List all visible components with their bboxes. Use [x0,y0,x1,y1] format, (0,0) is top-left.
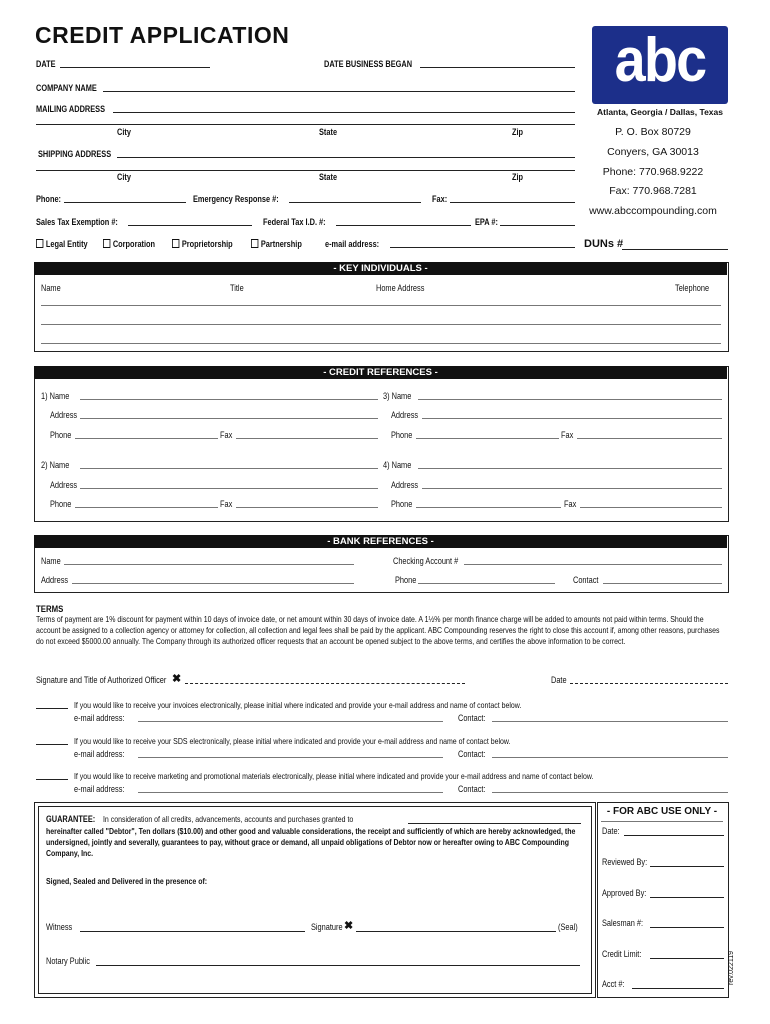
email-label: e-mail address: [325,239,380,249]
abc-reviewed-label: Reviewed By: [602,857,648,867]
abc-salesman-field[interactable] [650,927,724,928]
ref2-address-label: Address [50,480,78,490]
marketing-email-field[interactable] [138,792,443,793]
guarantee-text-2: hereinafter called "Debtor", Ten dollars ($10.00) and other good and valuable considerations, the receipt and sufficiently of which are hereby acknowledged, the undersigned, jointly and severally, guarantees to pay, without grace or demand, all unpaid obligations of Debtor now or hereafter owing to ABC Compounding Company, Inc. [46,826,576,858]
mailing-address-label: MAILING ADDRESS [36,104,106,114]
abc-approved-field[interactable] [650,897,724,898]
ref1-address-field[interactable] [80,418,378,419]
signature-x-icon: ✖ [172,673,182,685]
marketing-text: If you would like to receive marketing and promotional materials electronically, please initial where indicated and provide your e-mail address and name of contact below. [74,771,594,781]
ref4-address-label: Address [391,480,419,490]
abc-credit-limit-field[interactable] [650,958,724,959]
federal-tax-label: Federal Tax I.D. #: [263,217,326,227]
checkbox[interactable] [36,239,43,248]
bank-contact-label: Contact [573,575,599,585]
ki-row-3[interactable] [41,343,721,344]
sds-initial-field[interactable] [36,744,68,745]
epa-label: EPA #: [475,217,498,227]
bank-name-label: Name [41,556,61,566]
emergency-label: Emergency Response #: [193,194,279,204]
ref2-address-field[interactable] [80,488,378,489]
abc-use-header-rule [601,821,723,822]
logo-tagline: Atlanta, Georgia / Dallas, Texas [597,107,723,117]
page-title: CREDIT APPLICATION [35,22,290,48]
bank-checking-field[interactable] [464,564,722,565]
invoices-email-field[interactable] [138,721,443,722]
sds-email-label: e-mail address: [74,749,125,759]
witness-field[interactable] [80,931,305,932]
contact-fax: Fax: 770.968.7281 [609,185,697,197]
ref2-name-field[interactable] [80,468,378,469]
duns-label: DUNs # [584,238,624,250]
marketing-contact-field[interactable] [492,792,728,793]
ref3-name-label: 3) Name [383,391,412,401]
abc-approved-label: Approved By: [602,888,647,898]
bank-address-field[interactable] [72,583,354,584]
mailing-zip-label: Zip [512,127,524,137]
bank-references-header: - BANK REFERENCES - [34,535,727,548]
epa-field[interactable] [500,225,575,226]
contact-phone: Phone: 770.968.9222 [602,166,704,178]
guarantee-label: GUARANTEE: [46,814,96,824]
mailing-city-label: City [117,127,131,137]
mailing-address-field[interactable] [113,112,575,113]
federal-tax-field[interactable] [336,225,471,226]
signature-label: Signature and Title of Authorized Officer [36,675,167,685]
sds-contact-field[interactable] [492,757,728,758]
ref1-name-label: 1) Name [41,391,70,401]
fax-label: Fax: [432,194,448,204]
credit-references-header: - CREDIT REFERENCES - [34,366,727,379]
ki-row-2[interactable] [41,324,721,325]
ref3-fax-field[interactable] [577,438,722,439]
bank-phone-label: Phone [395,575,417,585]
phone-field[interactable] [64,202,186,203]
shipping-city-label: City [117,172,131,182]
ref2-name-label: 2) Name [41,460,70,470]
checkbox[interactable] [103,239,110,248]
abc-acct-label: Acct #: [602,979,625,989]
notary-label: Notary Public [46,956,90,966]
guarantee-signature-field[interactable] [356,931,556,932]
ref4-fax-field[interactable] [580,507,722,508]
terms-body: Terms of payment are 1% discount for payment within 10 days of invoice date, or net amount within 30 days of invoice date. A 1½% per month finance charge will be added to amounts not paid within terms. Should the account be assigned to a collection agency or attorney for collection, all collection and legal fees shall be paid by the applicant. ABC Compounding reserves the right to close this account if, among other reasons, purchases do not exceed $5000.00 annually. The Company through its authorized officer requests that an account be opened subject to the above terms, and certifies the above information to be correct. [36,614,720,646]
shipping-address-label: SHIPPING ADDRESS [38,149,112,159]
ref2-phone-field[interactable] [75,507,218,508]
invoices-contact-field[interactable] [492,721,728,722]
ref1-fax-field[interactable] [236,438,378,439]
ref4-address-field[interactable] [422,488,722,489]
sds-contact-label: Contact: [458,749,486,759]
ki-col-address: Home Address [376,283,425,293]
ki-col-title: Title [230,283,244,293]
ref3-address-field[interactable] [422,418,722,419]
ref1-name-field[interactable] [80,399,378,400]
ref1-fax-label: Fax [220,430,233,440]
shipping-city-state-zip-field[interactable] [36,170,575,171]
ki-col-telephone: Telephone [675,283,710,293]
date-business-began-field[interactable] [420,67,575,68]
signature-field[interactable] [185,683,465,684]
ref4-name-label: 4) Name [383,460,412,470]
ref4-fax-label: Fax [564,499,577,509]
sds-email-field[interactable] [138,757,443,758]
guarantee-signature-label: Signature [311,922,343,932]
logo-text: abc [614,26,706,95]
seal-label: (Seal) [558,922,578,932]
ref3-address-label: Address [391,410,419,420]
key-individuals-header: - KEY INDIVIDUALS - [34,262,727,275]
ref3-name-field[interactable] [418,399,722,400]
ki-row-1[interactable] [41,305,721,306]
abc-acct-field[interactable] [632,988,724,989]
entity-proprietorship[interactable]: Proprietorship [172,239,233,249]
ref2-phone-label: Phone [50,499,72,509]
phone-label: Phone: [36,194,62,204]
entity-corporation[interactable]: Corporation [103,239,155,249]
abc-reviewed-field[interactable] [650,866,724,867]
credit-references-box [34,366,729,522]
terms-date-field[interactable] [570,683,728,684]
ref3-phone-label: Phone [391,430,413,440]
ref4-name-field[interactable] [418,468,722,469]
checkbox[interactable] [251,239,258,248]
mailing-city-state-zip-field[interactable] [36,124,575,125]
ref1-address-label: Address [50,410,78,420]
bank-phone-field[interactable] [418,583,555,584]
entity-partnership[interactable]: Partnership [251,239,302,249]
shipping-address-field[interactable] [117,157,575,158]
contact-po-box: P. O. Box 80729 [615,126,691,138]
marketing-initial-field[interactable] [36,779,68,780]
guarantee-text-1: In consideration of all credits, advancements, accounts and purchases granted to [103,814,354,824]
ref2-fax-field[interactable] [236,507,378,508]
ref2-fax-label: Fax [220,499,233,509]
duns-field[interactable] [622,249,728,250]
ref3-fax-label: Fax [561,430,574,440]
terms-date-label: Date [551,675,567,685]
ref1-phone-field[interactable] [75,438,218,439]
notary-field[interactable] [96,965,580,966]
contact-city: Conyers, GA 30013 [607,146,699,158]
company-name-field[interactable] [103,91,575,92]
ref3-phone-field[interactable] [416,438,559,439]
guarantee-signed: Signed, Sealed and Delivered in the presence of: [46,876,208,886]
ref4-phone-label: Phone [391,499,413,509]
mailing-state-label: State [319,127,338,137]
shipping-state-label: State [319,172,338,182]
ref1-phone-label: Phone [50,430,72,440]
fax-field[interactable] [450,202,575,203]
abc-salesman-label: Salesman #: [602,918,644,928]
invoices-contact-label: Contact: [458,713,486,723]
abc-use-header: - FOR ABC USE ONLY - [606,806,718,817]
entity-legal[interactable]: Legal Entity [36,239,88,249]
bank-contact-field[interactable] [603,583,722,584]
email-field[interactable] [390,247,575,248]
guarantee-signature-x-icon: ✖ [344,920,354,932]
bank-address-label: Address [41,575,69,585]
abc-logo [592,26,728,104]
marketing-contact-label: Contact: [458,784,486,794]
revision-label: rev.022119 [728,951,735,985]
checkbox[interactable] [172,239,179,248]
ref4-phone-field[interactable] [416,507,561,508]
shipping-zip-label: Zip [512,172,524,182]
sales-tax-field[interactable] [128,225,252,226]
sds-text: If you would like to receive your SDS electronically, please initial where indicated and provide your e-mail address and name of contact below. [74,736,511,746]
contact-web: www.abccompounding.com [589,205,717,217]
abc-date-field[interactable] [624,835,724,836]
abc-credit-limit-label: Credit Limit: [602,949,642,959]
invoices-initial-field[interactable] [36,708,68,709]
guarantee-debtor-field[interactable] [408,823,581,824]
emergency-field[interactable] [289,202,421,203]
invoices-text: If you would like to receive your invoices electronically, please initial where indicated and provide your e-mail address and name of contact below. [74,700,522,710]
marketing-email-label: e-mail address: [74,784,125,794]
sales-tax-label: Sales Tax Exemption #: [36,217,118,227]
date-label: DATE [36,59,56,69]
bank-name-field[interactable] [64,564,354,565]
company-name-label: COMPANY NAME [36,83,97,93]
ki-col-name: Name [41,283,61,293]
terms-heading: TERMS [36,604,64,615]
key-individuals-box [34,262,729,352]
witness-label: Witness [46,922,73,932]
date-business-began-label: DATE BUSINESS BEGAN [324,59,413,69]
date-field[interactable] [60,67,210,68]
abc-date-label: Date: [602,826,620,836]
invoices-email-label: e-mail address: [74,713,125,723]
bank-checking-label: Checking Account # [393,556,459,566]
